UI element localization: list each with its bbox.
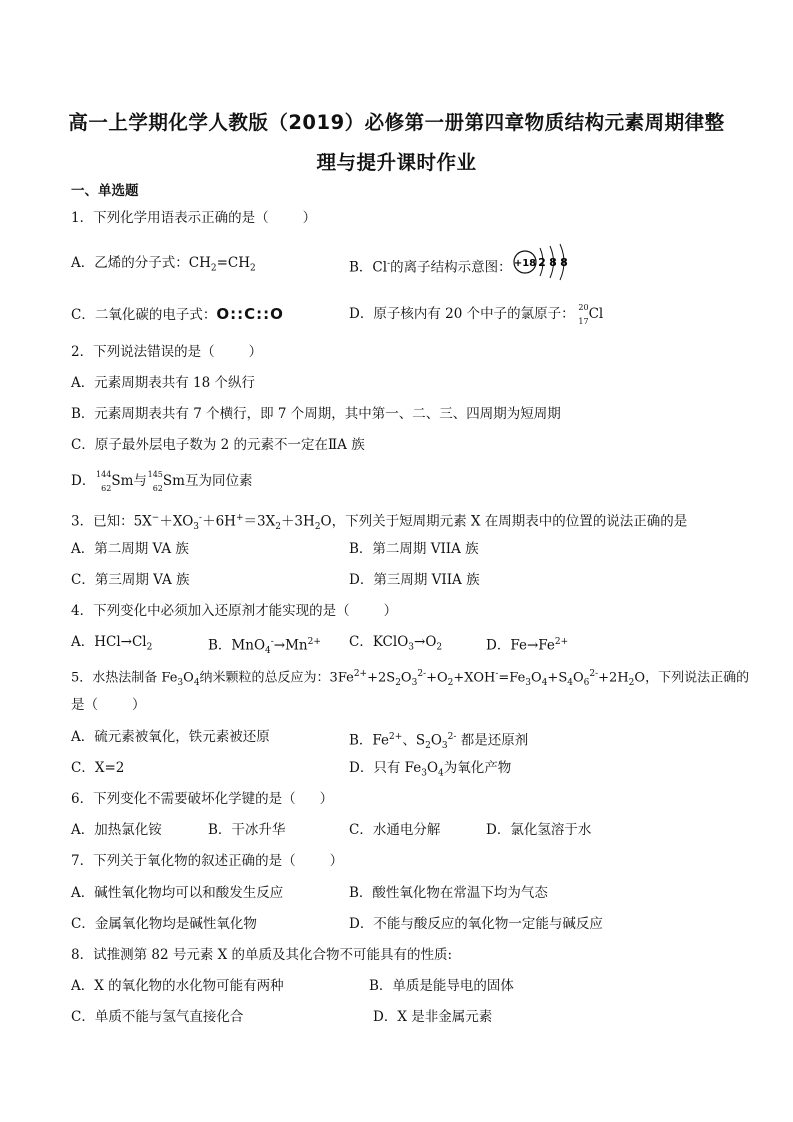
svg-text:8: 8 xyxy=(559,256,568,269)
question-5-stem-line-2: 是（ ） xyxy=(71,697,146,713)
question-7-option-a: A．碱性氧化物均可以和酸发生反应 xyxy=(71,885,284,901)
question-2-option-b: B．元素周期表共有 7 个横行，即 7 个周期，其中第一、二、三、四周期为短周期 xyxy=(71,406,561,422)
question-5-option-a: A．硫元素被氧化，铁元素被还原 xyxy=(71,729,270,745)
question-8-stem: 8．试推测第 82 号元素 X 的单质及其化合物不可能具有的性质: xyxy=(71,947,453,963)
question-3-option-d: D．第三周期 VIIA 族 xyxy=(349,572,480,588)
question-7-option-d: D．不能与酸反应的氧化物一定能与碱反应 xyxy=(349,916,603,932)
question-1-stem: 1．下列化学用语表示正确的是（ ） xyxy=(71,210,317,226)
question-7-option-c: C．金属氧化物均是碱性氧化物 xyxy=(71,916,257,932)
question-6-option-d: D．氯化氢溶于水 xyxy=(486,822,592,838)
question-6-option-b: B．干冰升华 xyxy=(208,822,286,838)
question-8-option-a: A．X 的氧化物的水化物可能有两种 xyxy=(71,978,284,994)
question-8-option-c: C．单质不能与氢气直接化合 xyxy=(71,1009,244,1025)
question-2-option-d: D． 144 62 Sm与 145 62 Sm互为同位素 xyxy=(71,469,253,493)
question-5-stem: 5．水热法制备 $Fe_3O_4$纳米颗粒的总反应为：$3Fe^{2+}+2S_2O_3^{2-}+O_2+XOH^-=Fe_3O_4+S_4O_6^{2-}+2H_2O$，下列说法正确的 xyxy=(71,669,750,688)
carbon-dioxide-electron-formula: O::C::O xyxy=(216,305,284,323)
question-4-option-d: D．$Fe\to Fe^{2+}$ xyxy=(486,637,569,654)
document-title-line-2: 理与提升课时作业 xyxy=(316,151,477,174)
question-5-option-b: B．$Fe^{2+}$、$S_2O_3^{2-}$ 都是还原剂 xyxy=(349,732,529,752)
svg-text:+18: +18 xyxy=(513,258,536,269)
question-2-option-c: C．原子最外层电子数为 2 的元素不一定在ⅡA 族 xyxy=(71,437,365,453)
question-8-option-d: D．X 是非金属元素 xyxy=(373,1009,493,1025)
question-1-option-c: C．二氧化碳的电子式：O::C::O xyxy=(71,305,284,323)
question-7-stem: 7．下列关于氧化物的叙述正确的是（ ） xyxy=(71,853,344,869)
svg-text:8: 8 xyxy=(548,256,557,269)
question-3-option-a: A．第二周期 VA 族 xyxy=(71,541,189,557)
section-heading: 一、单选题 xyxy=(71,183,139,199)
question-1-option-b: B．Cl-的离子结构示意图： +18 2 8 8 xyxy=(349,254,574,282)
question-7-option-b: B．酸性氧化物在常温下均为气态 xyxy=(349,885,548,901)
question-4-option-a: A．$HCl\to Cl_2$ xyxy=(71,634,153,653)
question-5-option-d: D．只有 $Fe_3O_4$为氧化产物 xyxy=(349,760,512,779)
question-2-stem: 2．下列说法错误的是（ ） xyxy=(71,344,263,360)
question-4-option-b: B．$MnO_4^-\to Mn^{2+}$ xyxy=(208,637,321,657)
question-4-option-c: C．$KClO_3\to O_2$ xyxy=(349,634,443,653)
question-3-stem: 3．已知：$5X^-+XO_3^-+6H^+=3X_2+3H_2O$，下列关于短周期元素 X 在周期表中的位置的说法正确的是 xyxy=(71,513,688,533)
question-8-option-b: B．单质是能导电的固体 xyxy=(369,978,514,994)
svg-text:2: 2 xyxy=(537,256,546,269)
question-3-option-c: C．第三周期 VA 族 xyxy=(71,572,190,588)
question-1-option-d: D．原子核内有 20 个中子的氯原子： 20 17 Cl xyxy=(349,302,604,326)
question-1-option-a: A．乙烯的分子式：$CH_2=CH_2$ xyxy=(71,255,256,274)
question-6-option-a: A．加热氯化铵 xyxy=(71,822,162,838)
question-3-option-b: B．第二周期 VIIA 族 xyxy=(349,541,479,557)
question-6-stem: 6．下列变化不需要破坏化学键的是（ ） xyxy=(71,791,334,807)
question-6-option-c: C．水通电分解 xyxy=(349,822,441,838)
question-4-stem: 4．下列变化中必须加入还原剂才能实现的是（ ） xyxy=(71,603,398,619)
document-title-line-1: 高一上学期化学人教版（2019）必修第一册第四章物质结构元素周期律整 xyxy=(68,111,725,134)
question-2-option-a: A．元素周期表共有 18 个纵行 xyxy=(71,375,256,391)
question-5-option-c: C．X=2 xyxy=(71,760,125,776)
chloride-ion-structure-diagram xyxy=(512,242,574,282)
